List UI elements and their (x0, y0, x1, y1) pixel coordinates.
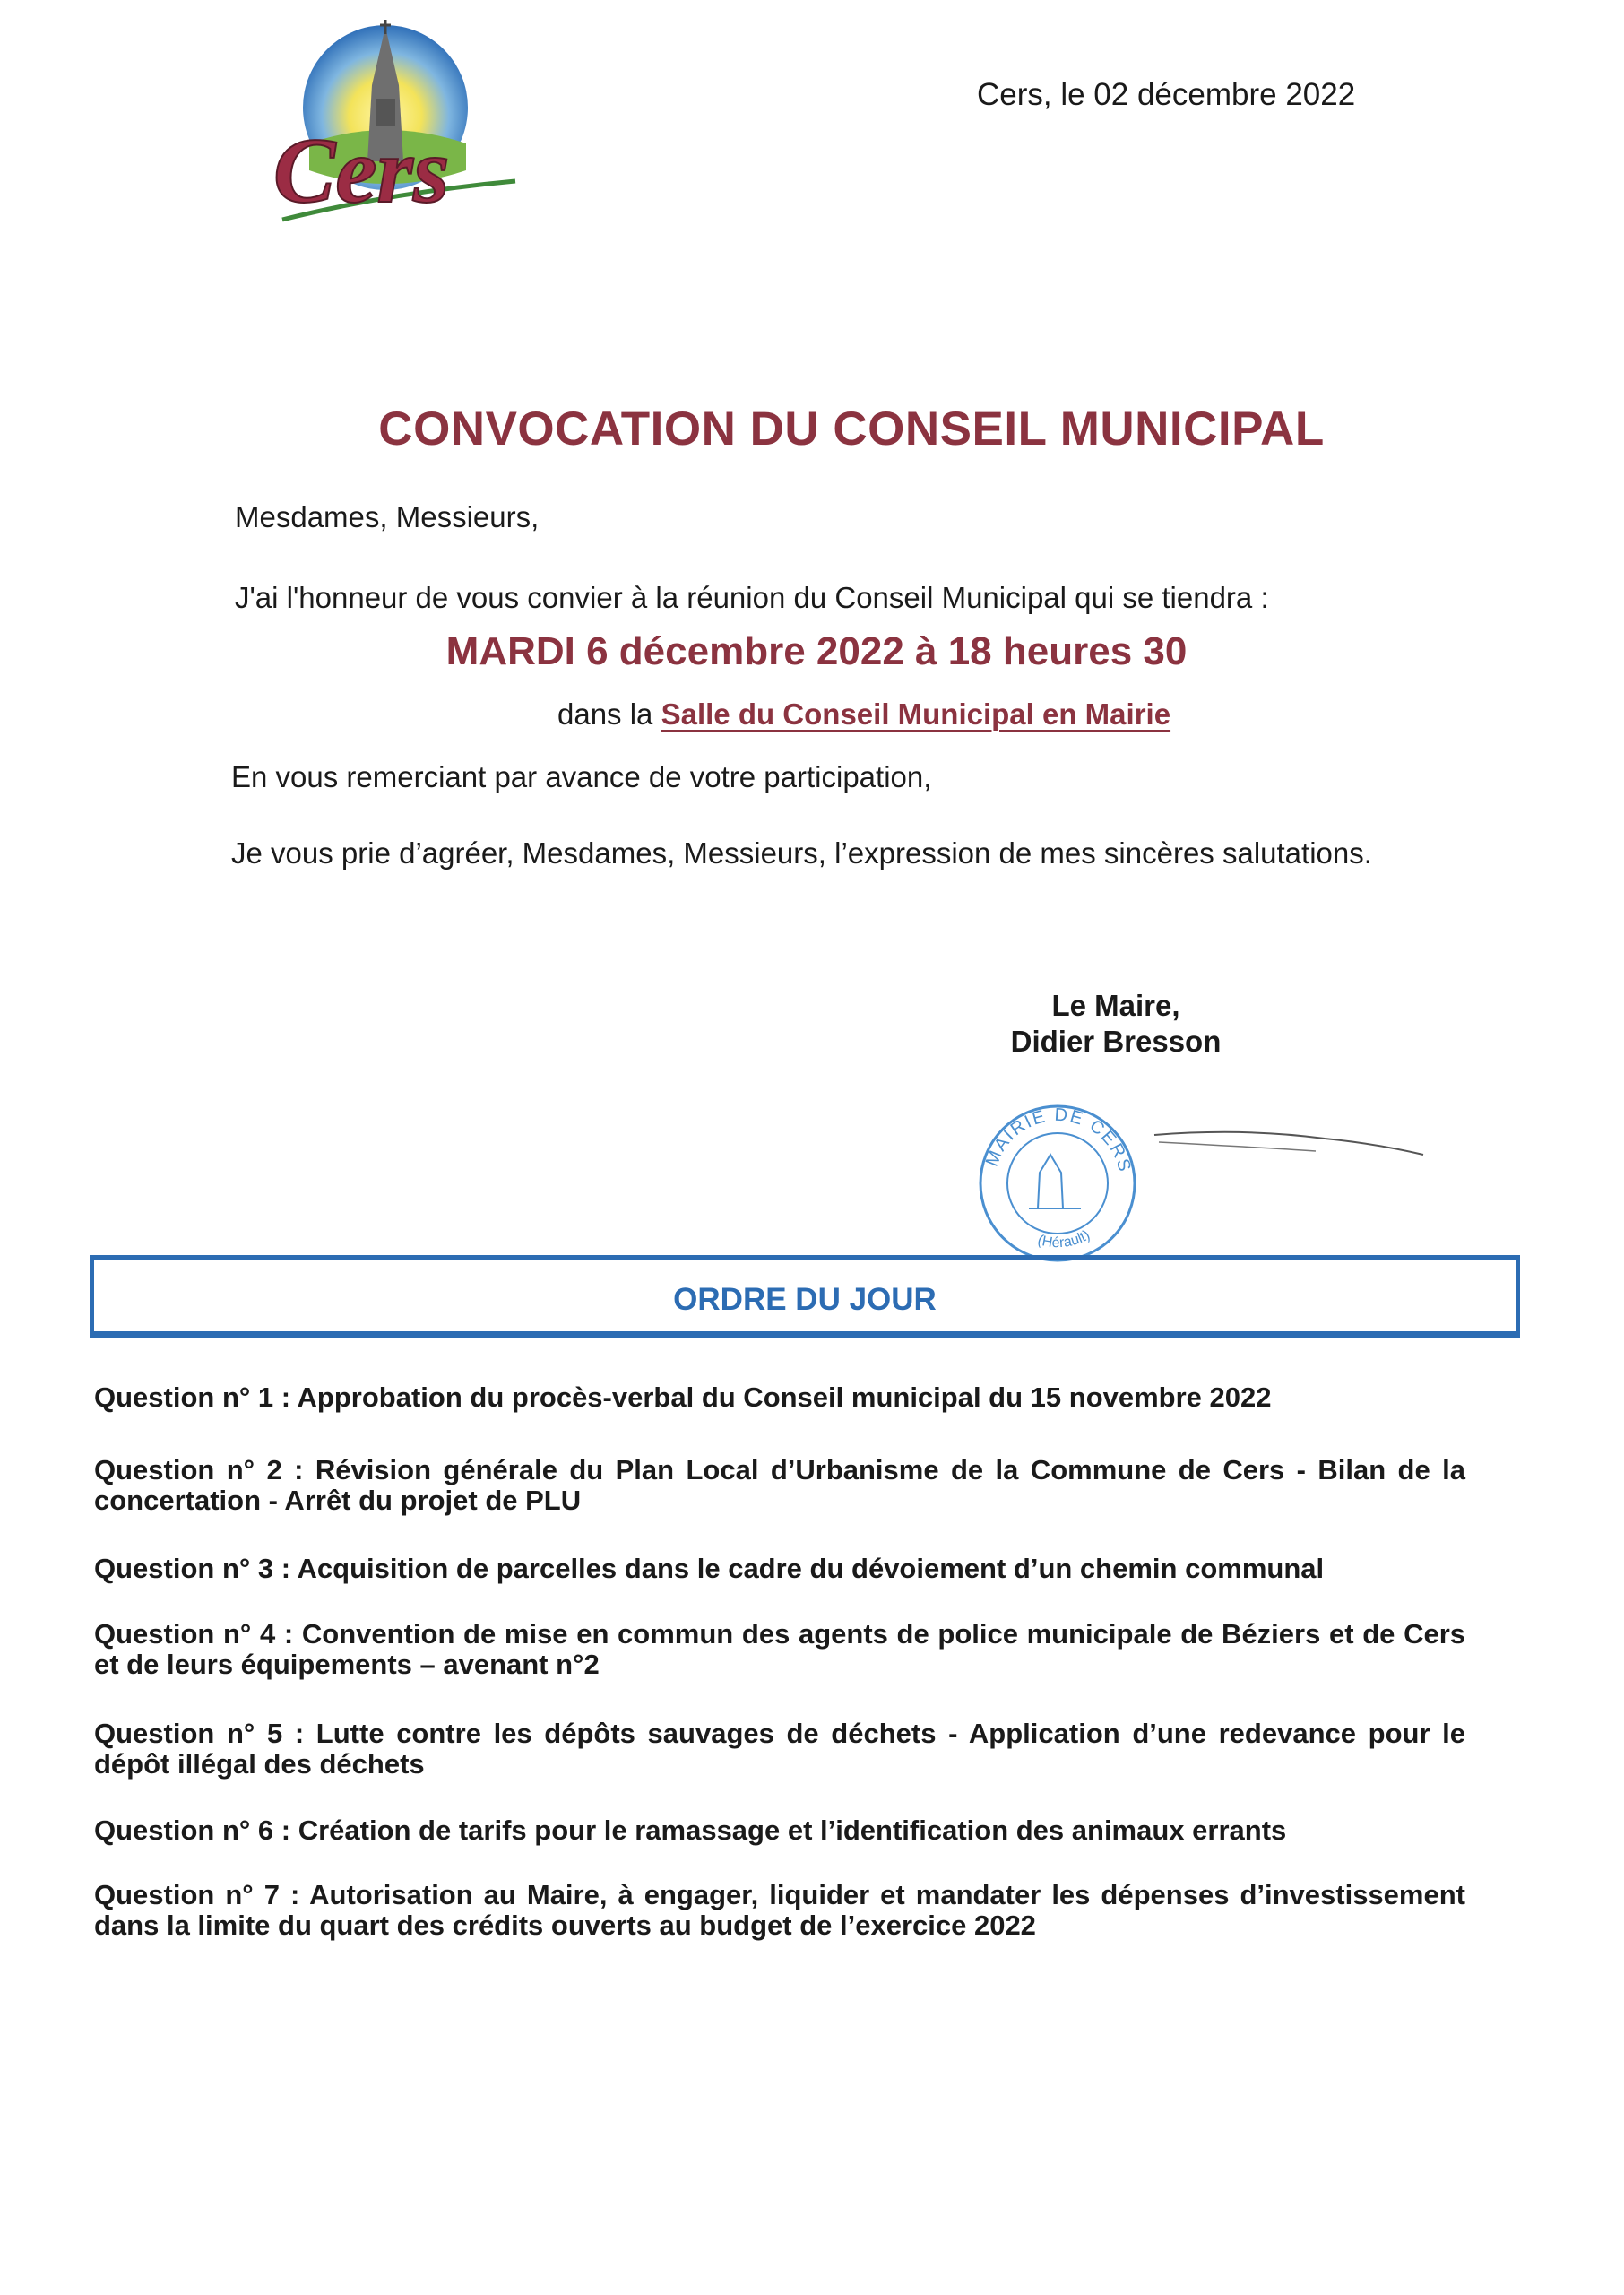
signature-name: Didier Bresson (1010, 1025, 1222, 1058)
stamp-text-top: MAIRIE DE CERS (981, 1104, 1136, 1175)
agenda-item-label: Question n° 5 : (94, 1718, 305, 1749)
agenda-item-text: Révision générale du Plan Local d’Urbanisme de la Commune de Cers - Bilan de la concertation - Arrêt du projet de PLU (94, 1454, 1465, 1516)
thanks-text: En vous remerciant par avance de votre participation, (231, 760, 932, 793)
cers-logo (255, 18, 533, 238)
agenda-item-text: Création de tarifs pour le ramassage et l’identification des animaux errants (298, 1814, 1287, 1846)
agenda-item-text: Autorisation au Maire, à engager, liquider et mandater les dépenses d’investissement dans la limite du quart des crédits ouverts au budget de l’exercice 2022 (94, 1879, 1465, 1941)
agenda-item (94, 1880, 1465, 1941)
agenda-item (94, 1554, 1465, 1584)
agenda-item (94, 1619, 1465, 1680)
agenda-item-label: Question n° 7 : (94, 1879, 300, 1910)
agenda-heading: ORDRE DU JOUR (673, 1282, 937, 1317)
agenda-item (94, 1455, 1465, 1516)
agenda-item-label: Question n° 6 : (94, 1814, 291, 1846)
closing-text: Je vous prie d’agréer, Mesdames, Messieurs, l’expression de mes sincères salutations. (231, 836, 1372, 870)
signature-role: Le Maire, (1051, 989, 1180, 1022)
agenda-item (94, 1719, 1465, 1780)
agenda-item (94, 1815, 1465, 1846)
agenda-item-text: Approbation du procès-verbal du Conseil municipal du 15 novembre 2022 (297, 1381, 1272, 1413)
venue-prefix: dans la (557, 697, 653, 731)
agenda-item-text: Convention de mise en commun des agents de police municipale de Béziers et de Cers et de leurs équipements – avenant n°2 (94, 1618, 1465, 1680)
svg-text:MAIRIE DE CERS (982, 1105, 1135, 1175)
agenda-item-text: Lutte contre les dépôts sauvages de déchets - Application d’une redevance pour le dépôt illégal des déchets (94, 1718, 1465, 1780)
agenda-item-label: Question n° 4 : (94, 1618, 294, 1650)
intro-text: J'ai l'honneur de vous convier à la réunion du Conseil Municipal qui se tiendra : (235, 581, 1269, 614)
meeting-datetime: MARDI 6 décembre 2022 à 18 heures 30 (445, 629, 1188, 673)
venue-name: Salle du Conseil Municipal en Mairie (661, 697, 1171, 731)
agenda-item-label: Question n° 2 : (94, 1454, 304, 1485)
agenda-item (94, 1382, 1465, 1413)
official-stamp (975, 1101, 1441, 1262)
agenda-item-text: Acquisition de parcelles dans le cadre du dévoiement d’un chemin communal (297, 1553, 1325, 1584)
place-date: Cers, le 02 décembre 2022 (977, 77, 1356, 112)
greeting: Mesdames, Messieurs, (235, 500, 540, 533)
page-title: CONVOCATION DU CONSEIL MUNICIPAL (378, 403, 1325, 455)
logo-wordmark: Cers (273, 119, 450, 222)
agenda-item-label: Question n° 1 : (94, 1381, 291, 1413)
stamp-text-bottom: (Hérault) (1035, 1227, 1093, 1251)
venue-line (557, 697, 1170, 732)
agenda-item-label: Question n° 3 : (94, 1553, 291, 1584)
